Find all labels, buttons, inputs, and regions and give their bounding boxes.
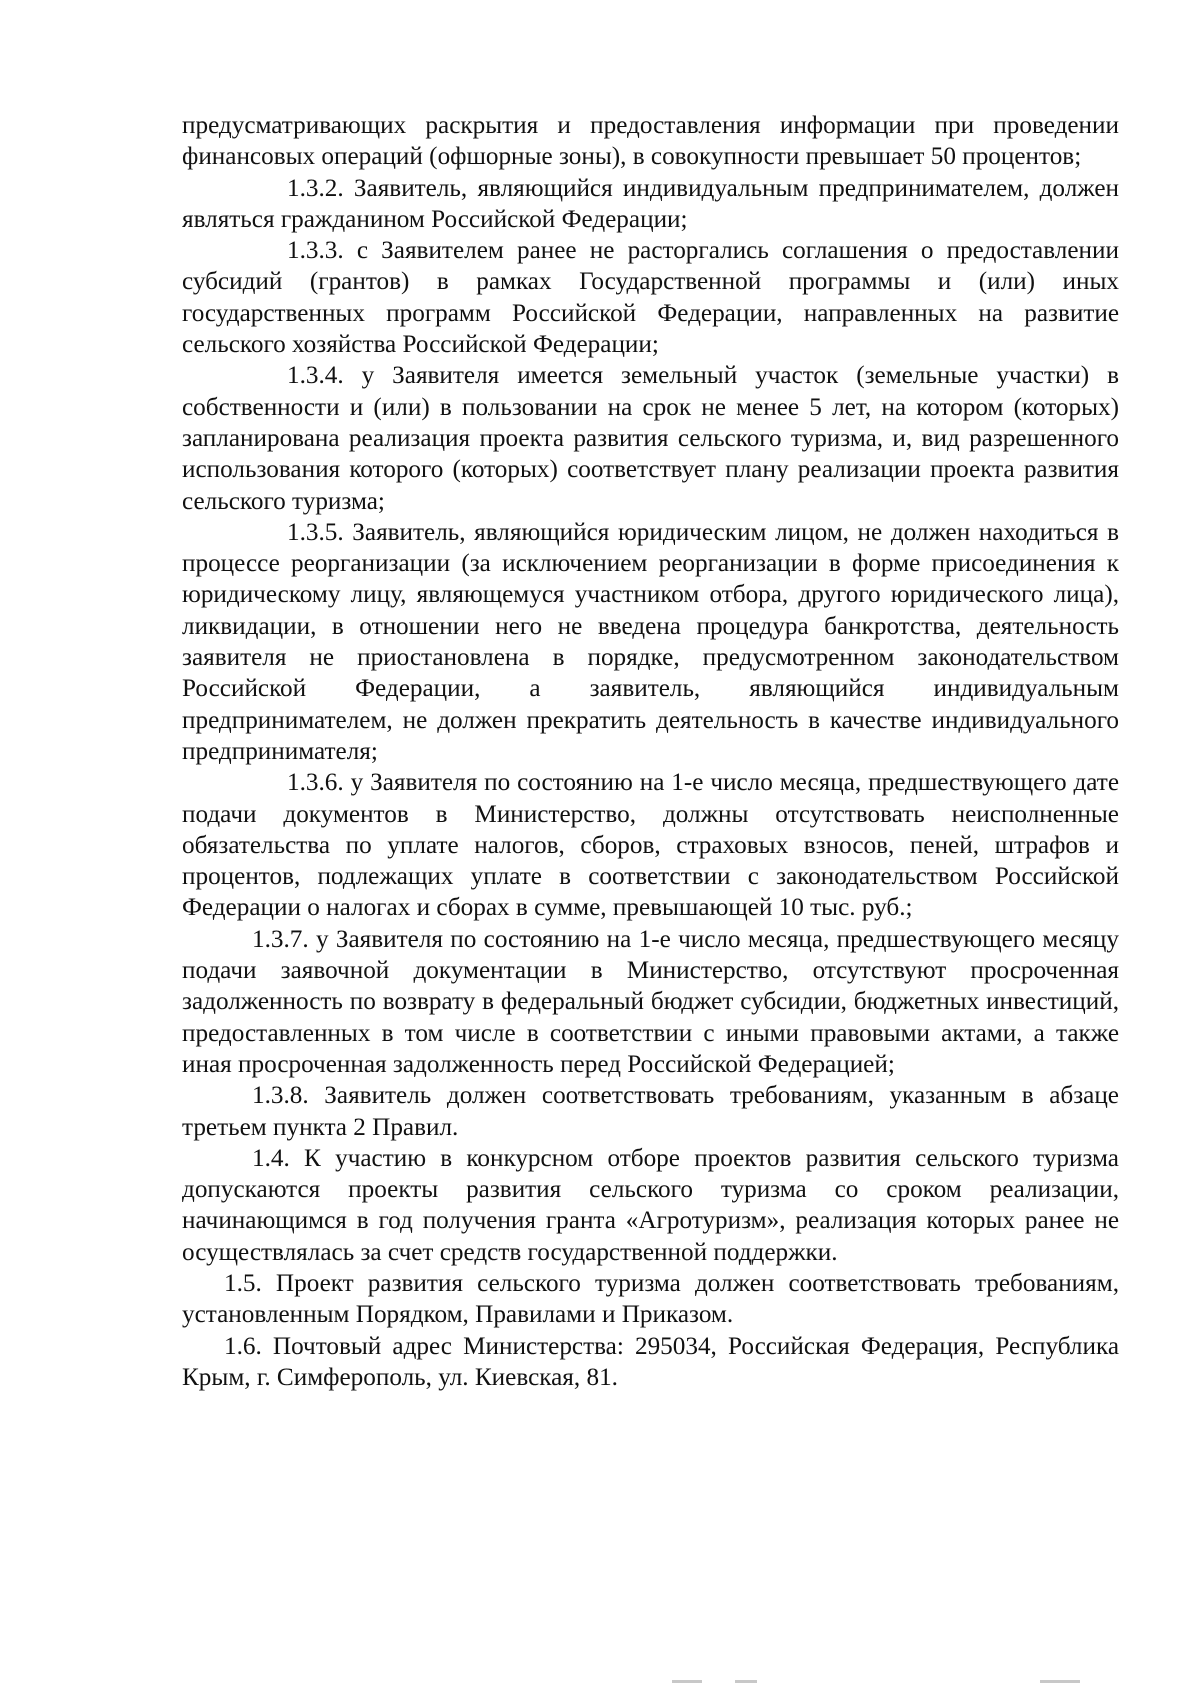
paragraph-1-3-5: 1.3.5. Заявитель, являющийся юридическим лицом, не должен находиться в процессе реорганизации (за исключением реорганизации в форме присоединения к юридическому лицу, являющемуся участником отбора, другого юридического лица), ликвидации, в отношении него не введена процедура банкротства, деятельность заявителя не приостановлена в порядке, предусмотренном законодательством Российской Федерации, а заявитель, являющийся индивидуальным предпринимателем, не должен прекратить деятельность в качестве индивидуального предпринимателя;	[182, 518, 1119, 765]
scan-bottom-edge	[0, 1680, 1200, 1697]
scan-artifact-mark	[735, 1680, 757, 1683]
paragraph-1-6: 1.6. Почтовый адрес Министерства: 295034, Российская Федерация, Республика Крым, г. Симферополь, ул. Киевская, 81.	[182, 1332, 1119, 1391]
paragraph-1-3-6: 1.3.6. у Заявителя по состоянию на 1-е число месяца, предшествующего дате подачи документов в Министерство, должны отсутствовать неисполненные обязательства по уплате налогов, сборов, страховых взносов, пеней, штрафов и процентов, подлежащих уплате в соответствии с законодательством Российской Федерации о налогах и сборах в сумме, превышающей 10 тыс. руб.;	[182, 769, 1119, 922]
paragraph-1-4: 1.4. К участию в конкурсном отборе проектов развития сельского туризма допускаются проекты развития сельского туризма со сроком реализации, начинающимся в год получения гранта «Агротуризм», реализация которых ранее не осуществлялась за счет средств государственной поддержки.	[182, 1144, 1119, 1266]
document-body	[182, 110, 1119, 1393]
paragraph-1-3-7: 1.3.7. у Заявителя по состоянию на 1-е число месяца, предшествующего месяцу подачи заявочной документации в Министерство, отсутствуют просроченная задолженность по возврату в федеральный бюджет субсидии, бюджетных инвестиций, предоставленных в том числе в соответствии с иными правовыми актами, а также иная просроченная задолженность перед Российской Федерацией;	[182, 925, 1119, 1078]
paragraph-1-3-3: 1.3.3. с Заявителем ранее не расторгались соглашения о предоставлении субсидий (грантов) в рамках Государственной программы и (или) иных государственных программ Российской Федерации, направленных на развитие сельского хозяйства Российской Федерации;	[182, 237, 1119, 359]
paragraph-1-3-2: 1.3.2. Заявитель, являющийся индивидуальным предпринимателем, должен являться гражданином Российской Федерации;	[182, 174, 1119, 233]
paragraph-1-3-8: 1.3.8. Заявитель должен соответствовать требованиям, указанным в абзаце третьем пункта 2 Правил.	[182, 1082, 1119, 1141]
scan-artifact-mark	[672, 1680, 702, 1683]
paragraph-offshore-continuation: предусматривающих раскрытия и предоставления информации при проведении финансовых операций (офшорные зоны), в совокупности превышает 50 процентов;	[182, 112, 1119, 171]
scan-artifact-mark	[1040, 1680, 1080, 1683]
paragraph-1-3-4: 1.3.4. у Заявителя имеется земельный участок (земельные участки) в собственности и (или) в пользовании на срок не менее 5 лет, на котором (которых) запланирована реализация проекта развития сельского туризма, и, вид разрешенного использования которого (которых) соответствует плану реализации проекта развития сельского туризма;	[182, 362, 1119, 515]
paragraph-1-5: 1.5. Проект развития сельского туризма должен соответствовать требованиям, установленным Порядком, Правилами и Приказом.	[182, 1269, 1119, 1329]
